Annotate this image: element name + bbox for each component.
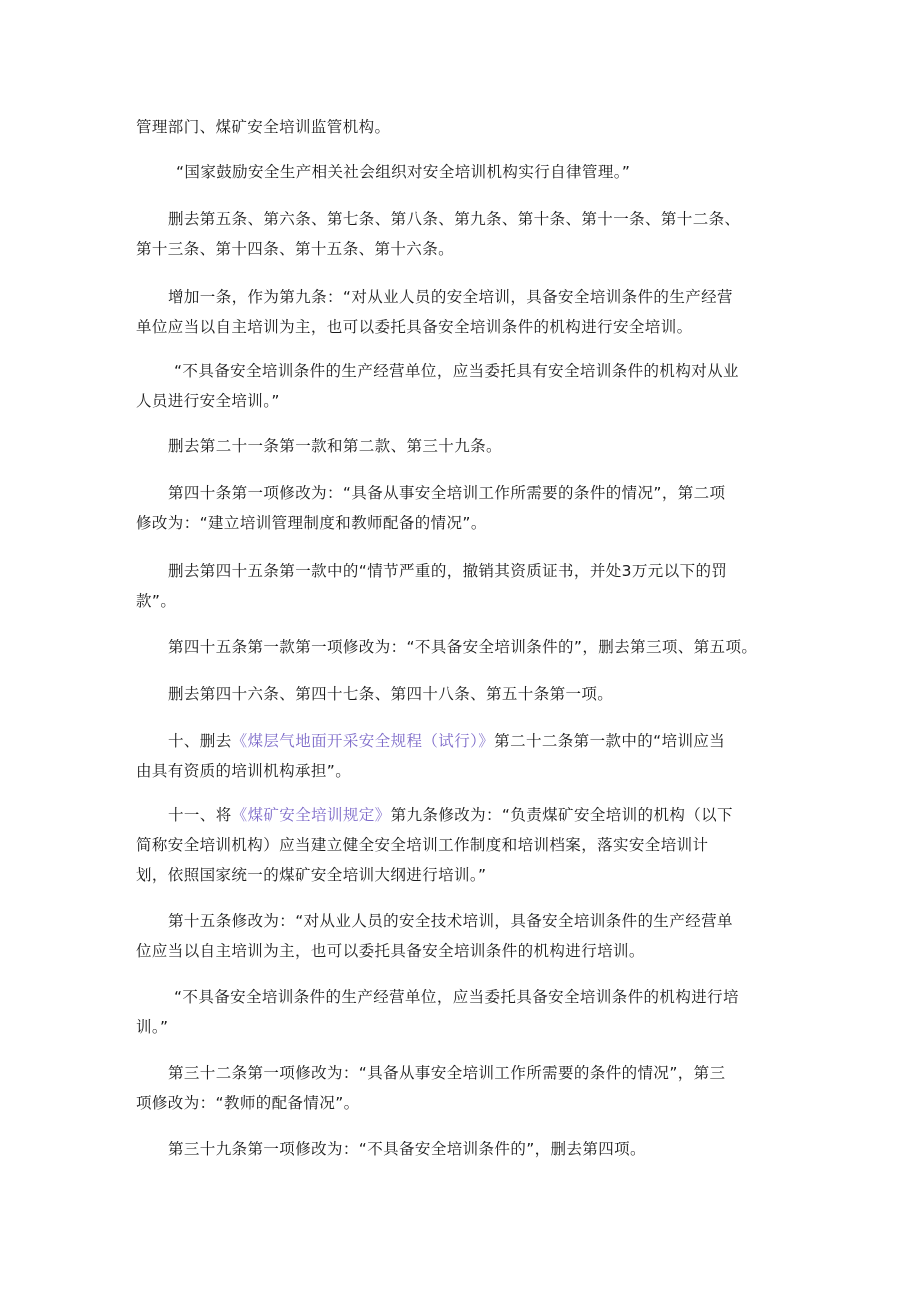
text-line: “国家鼓励安全生产相关社会组织对安全培训机构实行自律管理。” bbox=[176, 163, 631, 181]
text-line: 划，依照国家统一的煤矿安全培训大纲进行培训。” bbox=[136, 866, 487, 884]
paragraph bbox=[136, 800, 786, 890]
paragraph bbox=[136, 112, 786, 142]
text-line: 第十三条、第十四条、第十五条、第十六条。 bbox=[136, 240, 455, 258]
paragraph bbox=[136, 356, 786, 416]
text-line: 第三十九条第一项修改为：“不具备安全培训条件的”，删去第四项。 bbox=[168, 1140, 646, 1158]
text-line: 第四十五条第一款第一项修改为：“不具备安全培训条件的”，删去第三项、第五项。 bbox=[168, 638, 758, 656]
regulation-link[interactable]: 《煤层气地面开采安全规程（试行）》 bbox=[231, 732, 495, 750]
paragraph bbox=[136, 556, 786, 616]
paragraph bbox=[136, 204, 786, 264]
text-line: 第十五条修改为：“对从业人员的安全技术培训，具备安全培训条件的生产经营单 bbox=[168, 912, 733, 930]
text-line: 删去第四十五条第一款中的“情节严重的，撤销其资质证书，并处3万元以下的罚 bbox=[168, 562, 728, 580]
text-line: 第三十二条第一项修改为：“具备从事安全培训工作所需要的条件的情况”，第三 bbox=[168, 1064, 726, 1082]
paragraph bbox=[176, 157, 826, 187]
text-line: “不具备安全培训条件的生产经营单位，应当委托具备安全培训条件的机构进行培 bbox=[174, 988, 739, 1006]
paragraph bbox=[136, 906, 786, 966]
regulation-link[interactable]: 《煤矿安全培训规定》 bbox=[231, 806, 391, 824]
text-line: 删去第五条、第六条、第七条、第八条、第九条、第十条、第十一条、第十二条、 bbox=[168, 210, 741, 228]
text-line: 增加一条，作为第九条：“对从业人员的安全培训，具备安全培训条件的生产经营 bbox=[168, 288, 733, 306]
text-line: “不具备安全培训条件的生产经营单位，应当委托具有安全培训条件的机构对从业 bbox=[174, 362, 739, 380]
text-line: 管理部门、煤矿安全培训监管机构。 bbox=[136, 118, 391, 136]
text-line bbox=[136, 800, 786, 830]
text-segment: 十一、将 bbox=[168, 806, 232, 824]
text-segment: 十、删去 bbox=[168, 732, 232, 750]
paragraph bbox=[136, 478, 786, 538]
paragraph bbox=[136, 1058, 786, 1118]
text-line: 位应当以自主培训为主，也可以委托具备安全培训条件的机构进行培训。 bbox=[136, 942, 645, 960]
text-line: 删去第四十六条、第四十七条、第四十八条、第五十条第一项。 bbox=[168, 685, 614, 703]
text-segment: 第二十二条第一款中的“培训应当 bbox=[494, 732, 726, 750]
text-line: 单位应当以自主培训为主，也可以委托具备安全培训条件的机构进行安全培训。 bbox=[136, 318, 693, 336]
paragraph bbox=[136, 431, 786, 461]
paragraph bbox=[136, 679, 786, 709]
text-line: 第四十条第一项修改为：“具备从事安全培训工作所需要的条件的情况”，第二项 bbox=[168, 484, 726, 502]
text-line: 修改为：“建立培训管理制度和教师配备的情况”。 bbox=[136, 514, 487, 532]
paragraph bbox=[136, 282, 786, 342]
text-line bbox=[136, 726, 786, 756]
paragraph bbox=[136, 1134, 786, 1164]
text-line: 项修改为：“教师的配备情况”。 bbox=[136, 1094, 360, 1112]
paragraph bbox=[136, 726, 786, 786]
text-line: 简称安全培训机构）应当建立健全安全培训工作制度和培训档案，落实安全培训计 bbox=[136, 836, 709, 854]
text-line: 款”。 bbox=[136, 592, 177, 610]
text-line: 由具有资质的培训机构承担”。 bbox=[136, 762, 352, 780]
paragraph bbox=[136, 632, 786, 662]
text-line: 训。” bbox=[136, 1018, 169, 1036]
text-segment: 第九条修改为：“负责煤矿安全培训的机构（以下 bbox=[390, 806, 733, 824]
paragraph bbox=[136, 982, 786, 1042]
text-line: 人员进行安全培训。” bbox=[136, 392, 280, 410]
text-line: 删去第二十一条第一款和第二款、第三十九条。 bbox=[168, 437, 502, 455]
